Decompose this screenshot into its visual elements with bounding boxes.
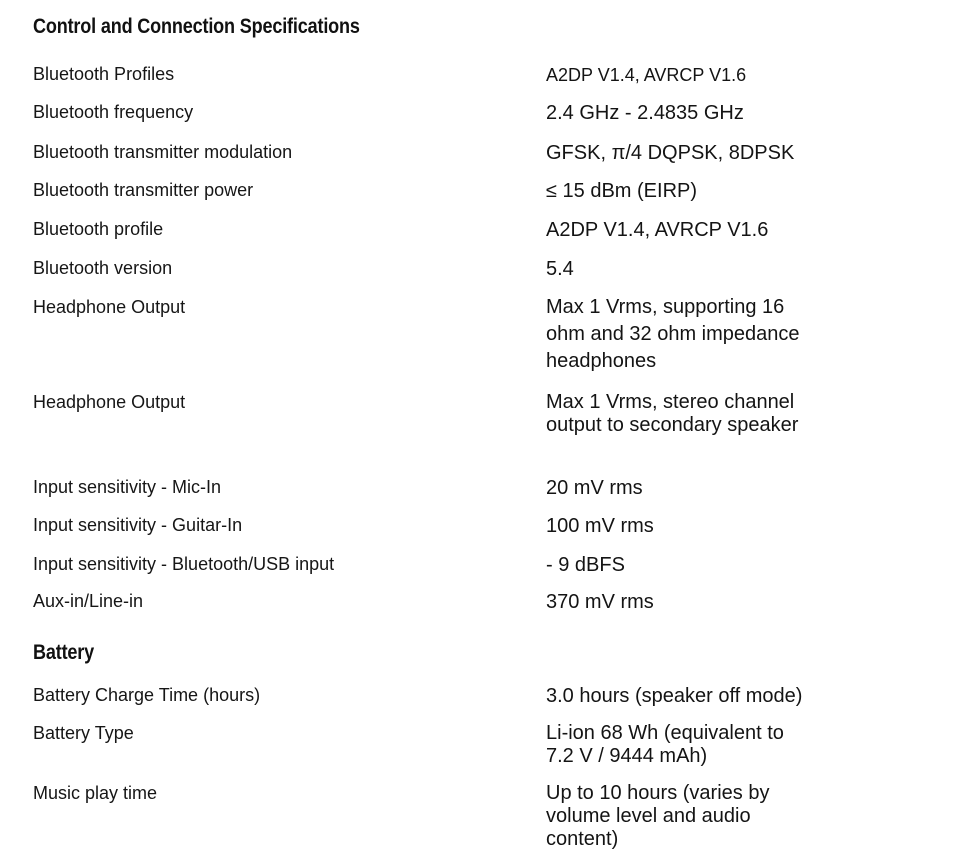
spec-label: Input sensitivity - Bluetooth/USB input (33, 554, 335, 574)
spec-value: 370 mV rms (546, 591, 654, 613)
spec-label: Bluetooth profile (33, 219, 164, 239)
spec-label: Input sensitivity - Guitar-In (33, 515, 243, 535)
spec-value: 2.4 GHz - 2.4835 GHz (546, 102, 744, 124)
spec-label: Bluetooth frequency (33, 102, 194, 122)
spec-label: Bluetooth version (33, 258, 173, 278)
spec-value: 3.0 hours (speaker off mode) (546, 685, 803, 707)
spec-label: Battery Charge Time (hours) (33, 685, 261, 705)
spec-value: GFSK, π/4 DQPSK, 8DPSK (546, 142, 795, 164)
spec-label: Bluetooth transmitter modulation (33, 142, 293, 162)
spec-value: A2DP V1.4, AVRCP V1.6 (546, 65, 747, 85)
spec-value: 100 mV rms (546, 515, 654, 537)
spec-label: Headphone Output (33, 392, 186, 412)
spec-label: Bluetooth transmitter power (33, 180, 254, 200)
spec-label: Aux-in/Line-in (33, 591, 144, 611)
spec-label: Input sensitivity - Mic-In (33, 477, 222, 497)
spec-value: Max 1 Vrms, supporting 16 ohm and 32 ohm impedance headphones (546, 296, 800, 372)
spec-label: Music play time (33, 783, 158, 803)
spec-label: Battery Type (33, 723, 134, 743)
section-title-control-connection: Control and Connection Specifications (33, 15, 360, 38)
spec-label: Bluetooth Profiles (33, 64, 175, 84)
spec-value: Up to 10 hours (varies by volume level and audio content) (546, 782, 770, 850)
spec-value: Li-ion 68 Wh (equivalent to 7.2 V / 9444 mAh) (546, 722, 784, 767)
spec-label: Headphone Output (33, 297, 186, 317)
spec-value: 5.4 (546, 258, 574, 280)
spec-value: Max 1 Vrms, stereo channel output to secondary speaker (546, 391, 799, 436)
spec-value: ≤ 15 dBm (EIRP) (546, 180, 698, 202)
section-title-battery: Battery (33, 641, 95, 664)
spec-value: - 9 dBFS (546, 554, 625, 576)
spec-value: 20 mV rms (546, 477, 643, 499)
spec-value: A2DP V1.4, AVRCP V1.6 (546, 219, 769, 241)
